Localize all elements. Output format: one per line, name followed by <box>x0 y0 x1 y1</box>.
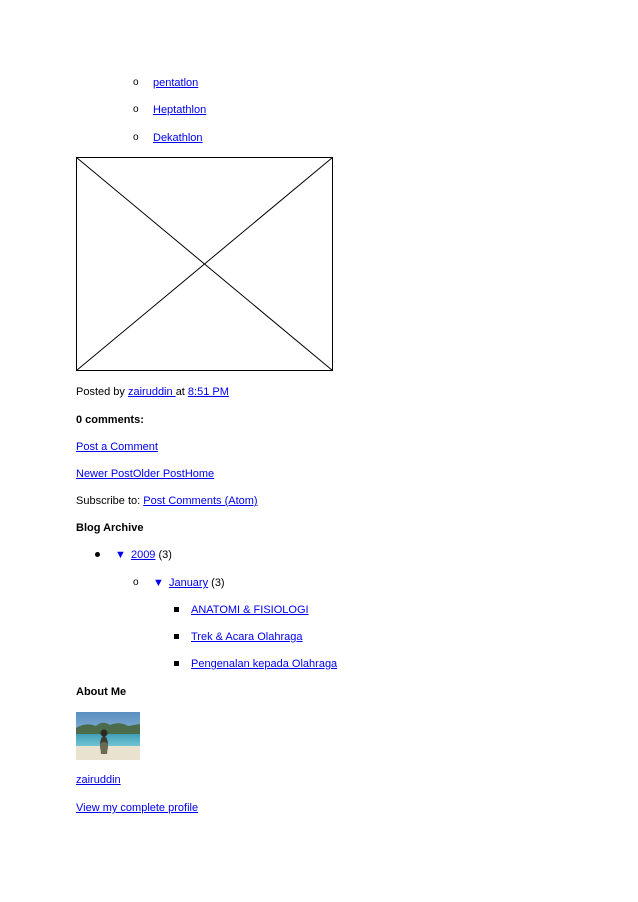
archive-year-toggle-icon[interactable]: ▼ <box>115 549 126 561</box>
sports-link-pentatlon[interactable]: pentatlon <box>153 77 199 89</box>
subscribe-line <box>76 494 258 508</box>
subscribe-prefix: Subscribe to: <box>76 495 144 507</box>
newer-post-link[interactable]: Newer Post <box>76 468 133 480</box>
archive-month-toggle-icon[interactable]: ▼ <box>153 577 164 589</box>
post-comment-link[interactable]: Post a Comment <box>76 441 158 453</box>
square-bullet-icon <box>174 661 179 666</box>
archive-year-link[interactable]: 2009 <box>130 549 156 561</box>
archive-year-item <box>115 548 172 562</box>
circle-bullet-icon: o <box>133 104 139 115</box>
profile-name-link[interactable]: zairuddin <box>76 774 121 786</box>
sports-link-dekathlon[interactable]: Dekathlon <box>153 132 203 144</box>
archive-post-link[interactable]: Trek & Acara Olahraga <box>191 631 303 643</box>
circle-bullet-icon: o <box>133 577 139 588</box>
post-time-link[interactable]: 8:51 PM <box>187 386 229 398</box>
author-link[interactable]: zairuddin <box>127 386 176 398</box>
home-link[interactable]: Home <box>184 468 215 480</box>
at-text: at <box>175 386 188 398</box>
post-footer <box>76 385 229 399</box>
sports-link-heptathlon[interactable]: Heptathlon <box>153 104 207 116</box>
circle-bullet-icon: o <box>133 132 139 143</box>
archive-month-item <box>153 576 225 590</box>
square-bullet-icon <box>174 607 179 612</box>
archive-year-count: (3) <box>155 549 172 561</box>
view-profile-link[interactable]: View my complete profile <box>76 802 199 814</box>
disc-bullet-icon <box>95 552 100 557</box>
circle-bullet-icon: o <box>133 77 139 88</box>
missing-image-placeholder <box>76 157 333 371</box>
blog-archive-heading: Blog Archive <box>76 522 144 534</box>
archive-month-count: (3) <box>208 577 225 589</box>
profile-photo[interactable] <box>76 712 140 760</box>
archive-post-link[interactable]: Pengenalan kepada Olahraga <box>191 658 338 670</box>
posted-by-prefix: Posted by <box>76 386 128 398</box>
about-me-heading: About Me <box>76 686 127 698</box>
post-comments-feed-link[interactable]: Post Comments (Atom) <box>143 495 258 507</box>
archive-post-link[interactable]: ANATOMI & FISIOLOGI <box>191 604 309 616</box>
archive-month-link[interactable]: January <box>168 577 209 589</box>
comments-count: 0 comments: <box>76 414 144 426</box>
square-bullet-icon <box>174 634 179 639</box>
older-post-link[interactable]: Older Post <box>132 468 185 480</box>
blog-pager <box>76 467 214 481</box>
